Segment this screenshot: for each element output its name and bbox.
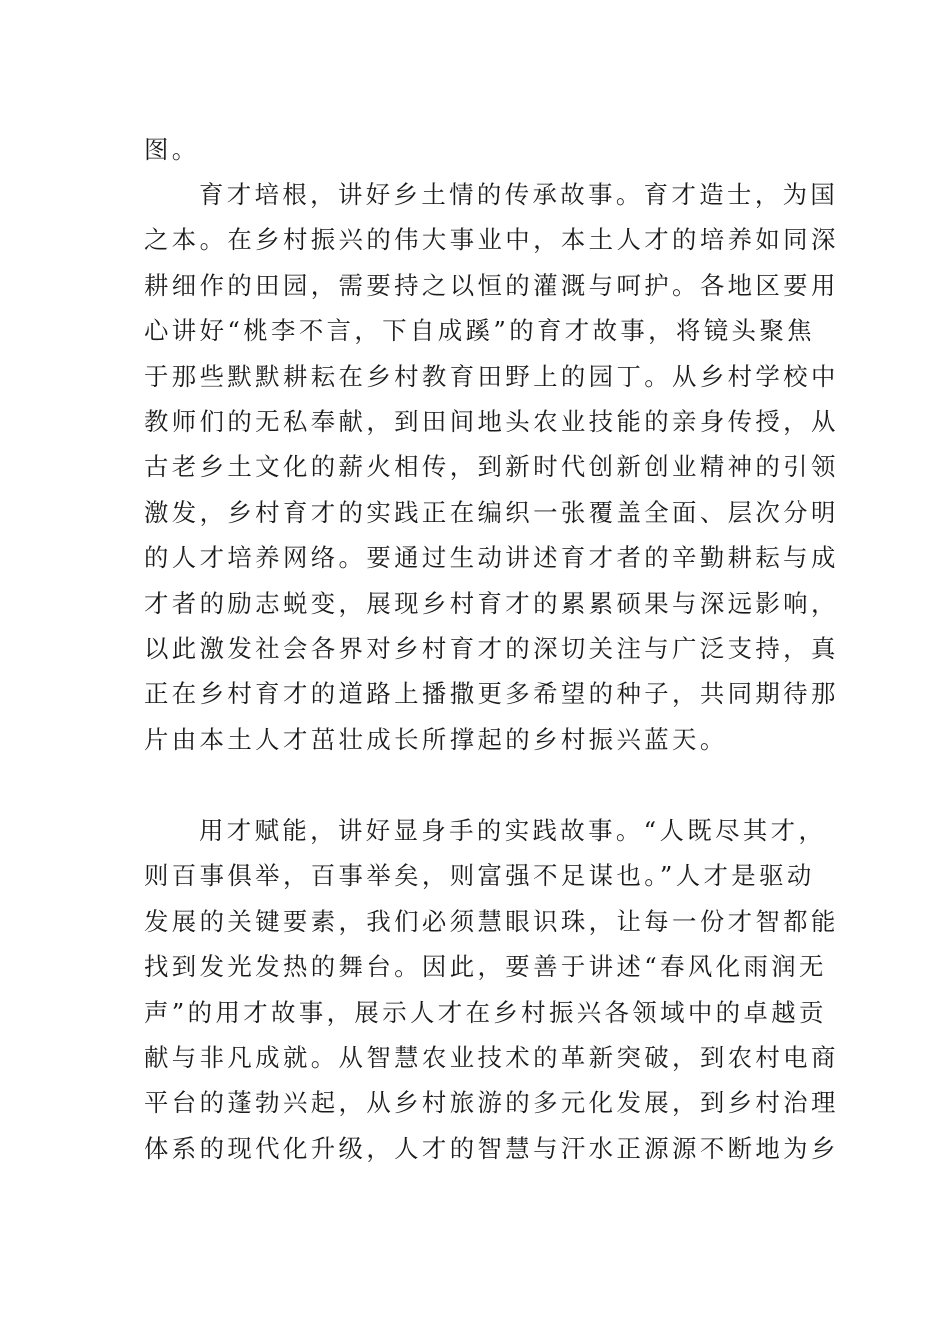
text-line: 于那些默默耕耘在乡村教育田野上的园丁。从乡村学校中 — [144, 361, 839, 391]
text-line: 才者的励志蜕变，展现乡村育才的累累硕果与深远影响， — [144, 588, 839, 618]
text-line: 以此激发社会各界对乡村育才的深切关注与广泛支持，真 — [144, 633, 839, 663]
text-line: 声”的用才故事，展示人才在乡村振兴各领域中的卓越贡 — [144, 997, 827, 1027]
text-line: 片由本土人才茁壮成长所撑起的乡村振兴蓝天。 — [144, 724, 728, 754]
text-line: 则百事俱举，百事举矣，则富强不足谋也。”人才是驱动 — [144, 861, 815, 891]
text-line: 的人才培养网络。要通过生动讲述育才者的辛勤耕耘与成 — [144, 543, 839, 573]
text-line: 激发，乡村育才的实践正在编织一张覆盖全面、层次分明 — [144, 497, 839, 527]
text-line: 献与非凡成就。从智慧农业技术的革新突破，到农村电商 — [144, 1042, 839, 1072]
text-line: 图。 — [144, 135, 200, 164]
continuation-text — [144, 127, 806, 172]
text-line: 体系的现代化升级，人才的智慧与汗水正源源不断地为乡 — [144, 1133, 839, 1163]
paragraph-empower-talent — [144, 808, 839, 1171]
text-line: 教师们的无私奉献，到田间地头农业技能的亲身传授，从 — [144, 406, 839, 436]
text-line: 找到发光发热的舞台。因此，要善于讲述“春风化雨润无 — [144, 952, 827, 982]
text-line: 心讲好“桃李不言，下自成蹊”的育才故事，将镜头聚焦 — [144, 316, 815, 346]
text-line: 发展的关键要素，我们必须慧眼识珠，让每一份才智都能 — [144, 906, 839, 936]
text-line: 平台的蓬勃兴起，从乡村旅游的多元化发展，到乡村治理 — [144, 1088, 839, 1118]
text-line: 用才赋能，讲好显身手的实践故事。“人既尽其才， — [199, 816, 827, 845]
text-line: 之本。在乡村振兴的伟大事业中，本土人才的培养如同深 — [144, 225, 839, 255]
text-line: 耕细作的田园，需要持之以恒的灌溉与呵护。各地区要用 — [144, 270, 839, 300]
text-line: 古老乡土文化的薪火相传，到新时代创新创业精神的引领 — [144, 452, 839, 482]
text-line: 育才培根，讲好乡土情的传承故事。育才造士，为国 — [199, 180, 839, 209]
paragraph-nurture-talent — [144, 172, 839, 762]
text-line: 正在乡村育才的道路上播撒更多希望的种子，共同期待那 — [144, 679, 839, 709]
